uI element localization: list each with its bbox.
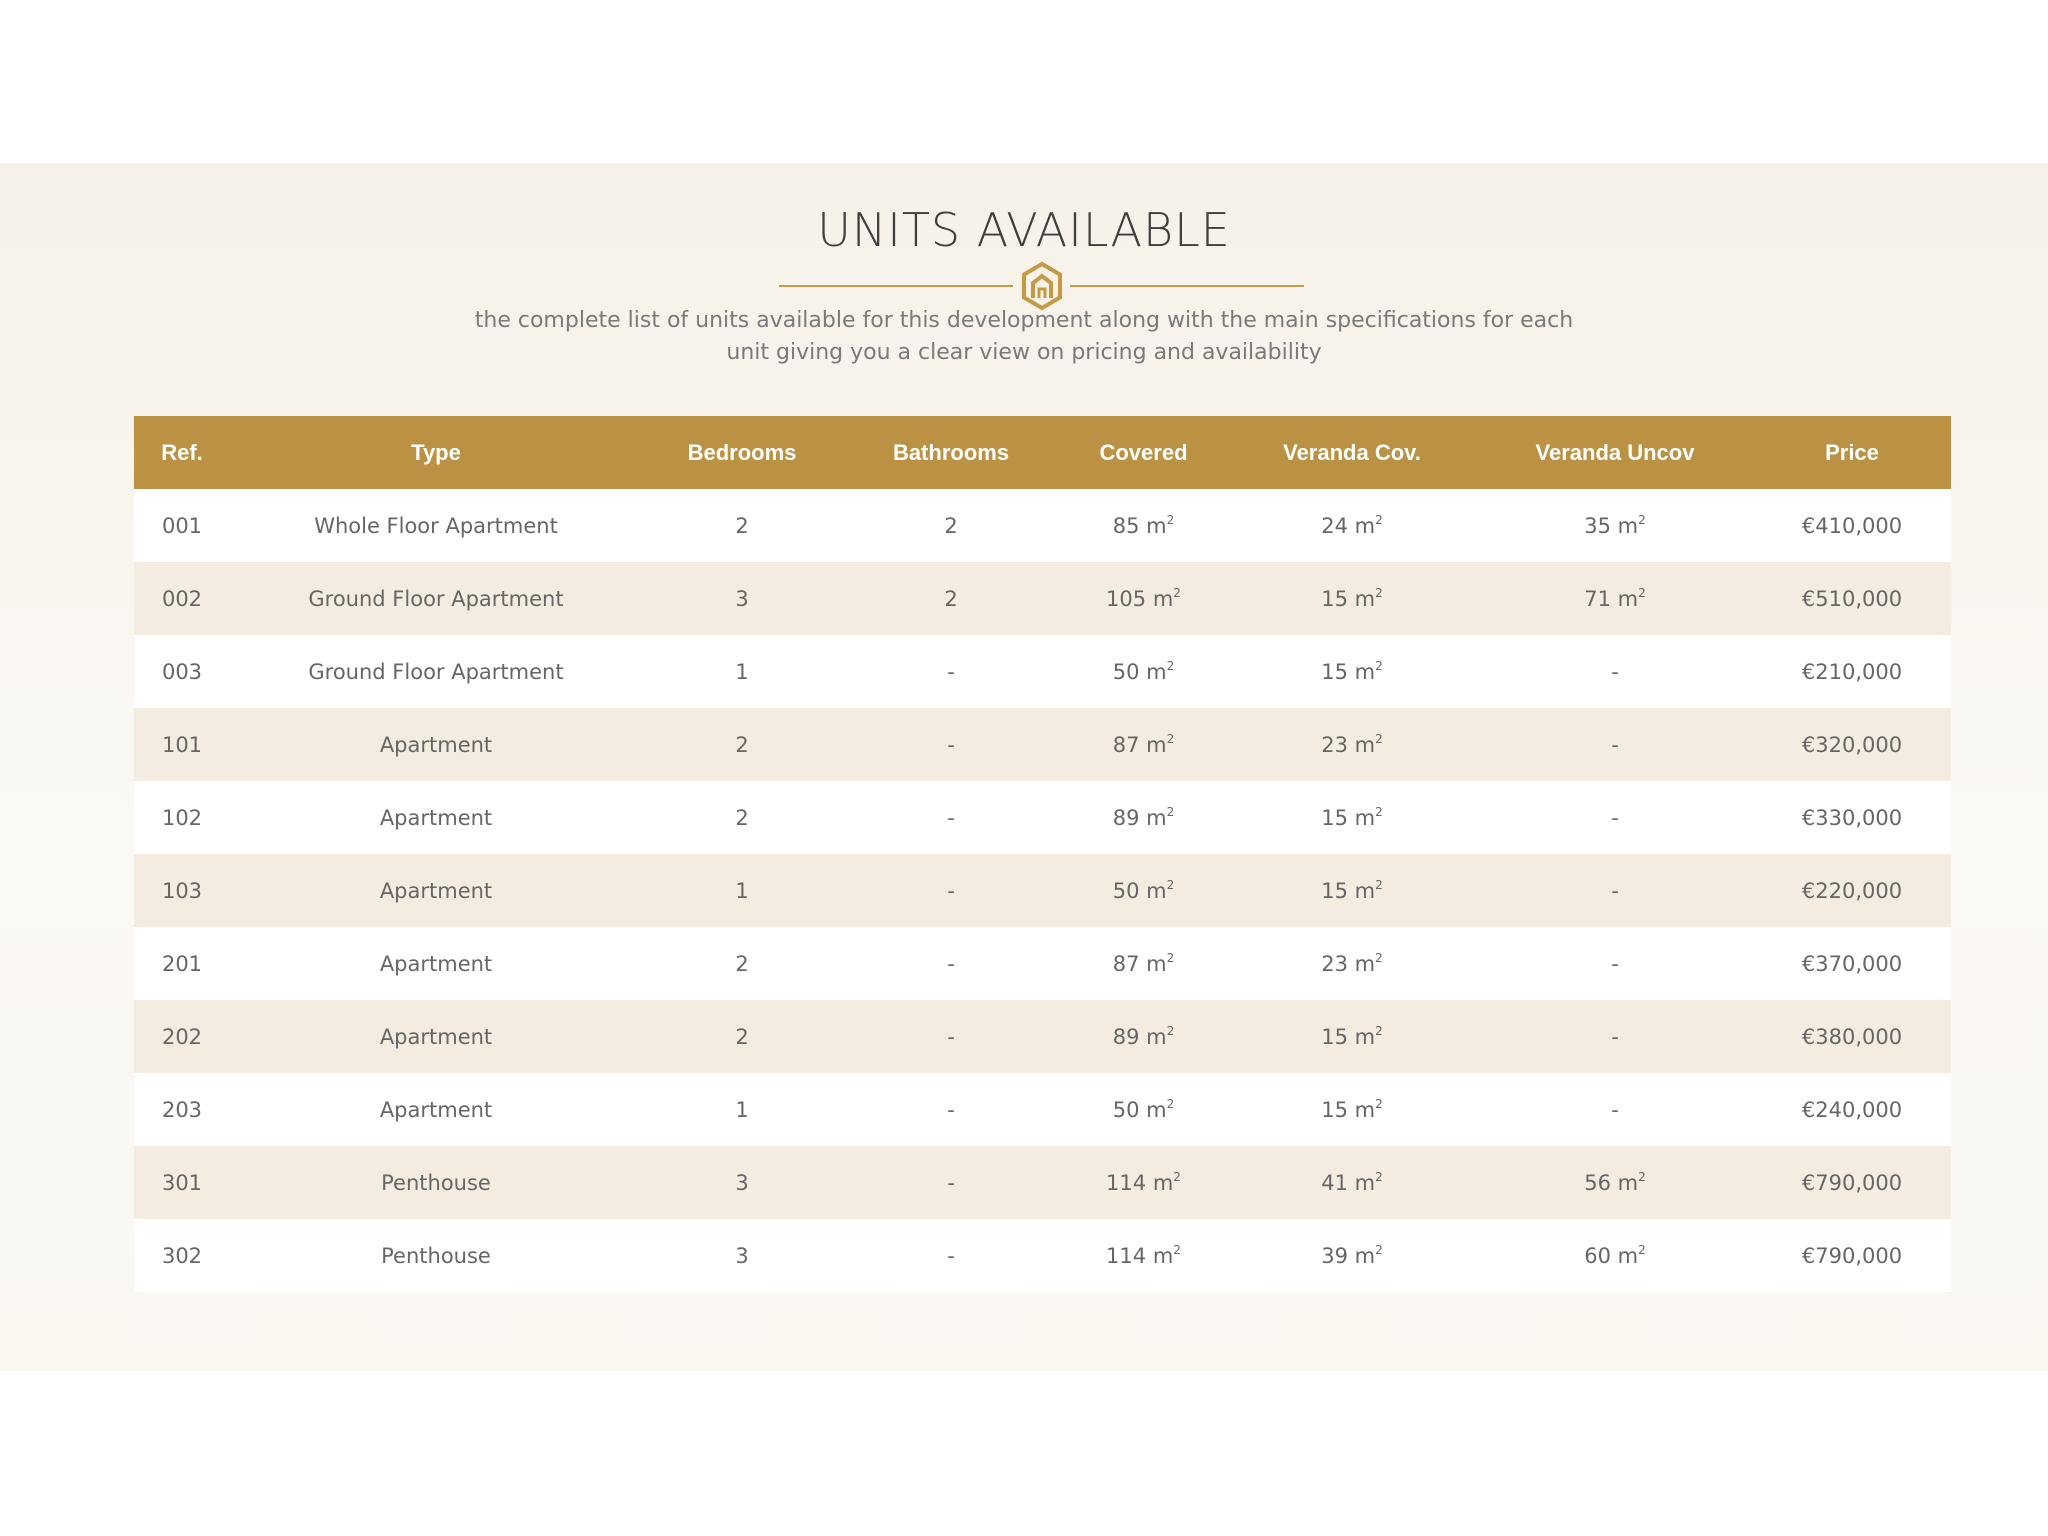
table-row [134,781,1951,854]
cell-price: €220,000 [1753,854,1951,927]
area-unit-exponent: 2 [1638,586,1646,600]
area-value: 15 [1321,879,1348,903]
area-unit-exponent: 2 [1166,659,1175,673]
cell-veranda-uncov [1477,1146,1753,1219]
subtitle-line-2: unit giving you a clear view on pricing and availability [726,340,1322,365]
header-veranda-cov: Veranda Cov. [1227,416,1477,489]
area-unit-exponent: 2 [1166,805,1175,819]
cell-price: €370,000 [1753,927,1951,1000]
area-value: 15 [1321,1025,1348,1049]
area-value: 87 [1112,952,1140,976]
area-unit-exponent: 2 [1375,732,1383,746]
area-unit-exponent: 2 [1375,878,1383,892]
area-value: 50 [1112,1098,1140,1122]
cell-ref: 202 [134,1000,230,1073]
area-value: 114 [1106,1244,1147,1268]
area-unit: m [1354,806,1376,830]
units-table-container [134,416,1951,1292]
area-unit-exponent: 2 [1166,951,1175,965]
area-unit-exponent: 2 [1638,1170,1646,1184]
area-value: 39 [1321,1244,1348,1268]
area-unit-exponent: 2 [1166,1097,1175,1111]
cell-bathrooms: - [842,927,1060,1000]
cell-type: Whole Floor Apartment [230,489,642,562]
cell-ref: 003 [134,635,230,708]
cell-type: Ground Floor Apartment [230,562,642,635]
cell-veranda-cov [1227,781,1477,854]
area-unit: m [1152,1171,1174,1195]
area-value: 56 [1584,1171,1611,1195]
cell-type: Apartment [230,781,642,854]
cell-covered [1060,562,1227,635]
area-value: 50 [1112,660,1140,684]
divider-line-right [1070,285,1304,287]
cell-covered [1060,1219,1227,1292]
cell-covered [1060,708,1227,781]
area-unit-exponent: 2 [1166,878,1175,892]
area-unit: m [1354,733,1376,757]
area-value: 35 [1584,514,1611,538]
area-unit-exponent: 2 [1375,805,1383,819]
area-value: 114 [1106,1171,1147,1195]
cell-type: Apartment [230,1073,642,1146]
cell-price: €320,000 [1753,708,1951,781]
area-unit: m [1146,514,1167,538]
subtitle-line-1: the complete list of units available for this development along with the main specifications for each [474,308,1574,333]
cell-veranda-uncov: - [1477,781,1753,854]
cell-bathrooms: - [842,1219,1060,1292]
table-row [134,927,1951,1000]
area-value: 15 [1321,1098,1348,1122]
header-ref: Ref. [134,416,230,489]
area-unit: m [1152,1244,1174,1268]
cell-type: Apartment [230,854,642,927]
cell-veranda-cov [1227,1073,1477,1146]
cell-veranda-uncov [1477,562,1753,635]
cell-covered [1060,781,1227,854]
cell-ref: 103 [134,854,230,927]
area-unit-exponent: 2 [1375,513,1383,527]
cell-type: Apartment [230,708,642,781]
cell-covered [1060,635,1227,708]
cell-veranda-uncov: - [1477,635,1753,708]
cell-covered [1060,1000,1227,1073]
cell-bedrooms: 2 [642,1000,842,1073]
table-row [134,489,1951,562]
area-unit: m [1354,660,1376,684]
cell-price: €210,000 [1753,635,1951,708]
cell-veranda-uncov [1477,489,1753,562]
cell-price: €510,000 [1753,562,1951,635]
cell-price: €330,000 [1753,781,1951,854]
area-value: 89 [1112,1025,1140,1049]
area-unit: m [1146,1098,1167,1122]
cell-veranda-cov [1227,635,1477,708]
area-unit-exponent: 2 [1375,951,1383,965]
cell-bathrooms: - [842,1073,1060,1146]
cell-ref: 001 [134,489,230,562]
cell-ref: 203 [134,1073,230,1146]
area-value: 23 [1321,733,1348,757]
area-unit: m [1146,952,1167,976]
area-unit-exponent: 2 [1173,586,1181,600]
cell-veranda-cov [1227,1219,1477,1292]
area-unit: m [1354,514,1376,538]
area-unit-exponent: 2 [1375,659,1383,673]
area-unit-exponent: 2 [1375,1097,1383,1111]
table-row [134,562,1951,635]
cell-ref: 002 [134,562,230,635]
header-price: Price [1753,416,1951,489]
area-value: 105 [1106,587,1147,611]
area-value: 24 [1321,514,1348,538]
area-unit: m [1617,514,1639,538]
cell-bathrooms: - [842,708,1060,781]
cell-veranda-uncov: - [1477,708,1753,781]
cell-veranda-cov [1227,854,1477,927]
cell-veranda-uncov: - [1477,854,1753,927]
cell-bathrooms: - [842,1146,1060,1219]
area-unit: m [1146,660,1167,684]
area-value: 71 [1584,587,1611,611]
units-table [134,416,1951,1292]
cell-type: Ground Floor Apartment [230,635,642,708]
area-unit: m [1354,587,1376,611]
cell-bedrooms: 3 [642,1219,842,1292]
cell-covered [1060,489,1227,562]
area-unit-exponent: 2 [1375,1170,1383,1184]
area-value: 15 [1321,660,1348,684]
section-title: UNITS AVAILABLE [817,203,1231,257]
cell-covered [1060,1073,1227,1146]
title-divider [779,261,1304,311]
table-row [134,708,1951,781]
area-unit: m [1146,806,1167,830]
area-unit-exponent: 2 [1375,586,1383,600]
table-header-row [134,416,1951,489]
cell-ref: 201 [134,927,230,1000]
cell-veranda-uncov: - [1477,1073,1753,1146]
cell-bathrooms: - [842,635,1060,708]
area-unit: m [1617,1171,1639,1195]
cell-bedrooms: 2 [642,708,842,781]
area-unit: m [1354,1098,1376,1122]
area-unit: m [1354,1244,1376,1268]
cell-price: €240,000 [1753,1073,1951,1146]
cell-veranda-cov [1227,489,1477,562]
table-row [134,1146,1951,1219]
cell-price: €790,000 [1753,1219,1951,1292]
header-bedrooms: Bedrooms [642,416,842,489]
area-unit: m [1152,587,1174,611]
area-unit: m [1354,1171,1376,1195]
cell-type: Penthouse [230,1146,642,1219]
area-unit: m [1146,733,1167,757]
area-unit-exponent: 2 [1166,732,1175,746]
cell-type: Apartment [230,927,642,1000]
section-subtitle [440,305,1608,369]
cell-bathrooms: 2 [842,562,1060,635]
cell-veranda-uncov: - [1477,1000,1753,1073]
header-type: Type [230,416,642,489]
area-value: 60 [1584,1244,1611,1268]
cell-veranda-cov [1227,927,1477,1000]
area-unit-exponent: 2 [1173,1243,1181,1257]
cell-type: Penthouse [230,1219,642,1292]
area-value: 15 [1321,587,1348,611]
cell-covered [1060,854,1227,927]
cell-price: €380,000 [1753,1000,1951,1073]
table-row [134,1000,1951,1073]
cell-ref: 101 [134,708,230,781]
cell-bathrooms: - [842,1000,1060,1073]
cell-ref: 102 [134,781,230,854]
area-unit-exponent: 2 [1166,513,1175,527]
area-unit: m [1617,1244,1639,1268]
area-value: 85 [1112,514,1140,538]
cell-bathrooms: 2 [842,489,1060,562]
area-unit-exponent: 2 [1375,1024,1383,1038]
cell-covered [1060,927,1227,1000]
area-unit-exponent: 2 [1375,1243,1383,1257]
area-value: 87 [1112,733,1140,757]
table-row [134,1219,1951,1292]
cell-ref: 301 [134,1146,230,1219]
area-value: 89 [1112,806,1140,830]
cell-price: €410,000 [1753,489,1951,562]
cell-covered [1060,1146,1227,1219]
units-section [0,163,2048,1371]
cell-veranda-uncov: - [1477,927,1753,1000]
area-unit: m [1354,952,1376,976]
area-value: 50 [1112,879,1140,903]
cell-bedrooms: 1 [642,635,842,708]
cell-bedrooms: 3 [642,1146,842,1219]
cell-ref: 302 [134,1219,230,1292]
cell-bathrooms: - [842,781,1060,854]
area-value: 15 [1321,806,1348,830]
units-table-body [134,489,1951,1292]
area-unit: m [1354,879,1376,903]
cell-bedrooms: 2 [642,781,842,854]
area-unit: m [1617,587,1639,611]
cell-type: Apartment [230,1000,642,1073]
table-row [134,1073,1951,1146]
cell-bathrooms: - [842,854,1060,927]
area-unit: m [1354,1025,1376,1049]
cell-price: €790,000 [1753,1146,1951,1219]
table-row [134,635,1951,708]
cell-veranda-cov [1227,1146,1477,1219]
cell-veranda-cov [1227,708,1477,781]
area-unit-exponent: 2 [1166,1024,1175,1038]
area-unit: m [1146,1025,1167,1049]
table-row [134,854,1951,927]
area-unit-exponent: 2 [1638,1243,1646,1257]
area-value: 23 [1321,952,1348,976]
area-unit: m [1146,879,1167,903]
area-value: 41 [1321,1171,1348,1195]
cell-bedrooms: 2 [642,927,842,1000]
cell-veranda-cov [1227,562,1477,635]
header-covered: Covered [1060,416,1227,489]
header-veranda-uncov: Veranda Uncov [1477,416,1753,489]
cell-bedrooms: 3 [642,562,842,635]
area-unit-exponent: 2 [1173,1170,1181,1184]
cell-veranda-cov [1227,1000,1477,1073]
header-bathrooms: Bathrooms [842,416,1060,489]
area-unit-exponent: 2 [1638,513,1646,527]
cell-veranda-uncov [1477,1219,1753,1292]
divider-line-left [779,285,1013,287]
cell-bedrooms: 1 [642,1073,842,1146]
cell-bedrooms: 2 [642,489,842,562]
cell-bedrooms: 1 [642,854,842,927]
house-hexagon-icon [1020,261,1064,311]
